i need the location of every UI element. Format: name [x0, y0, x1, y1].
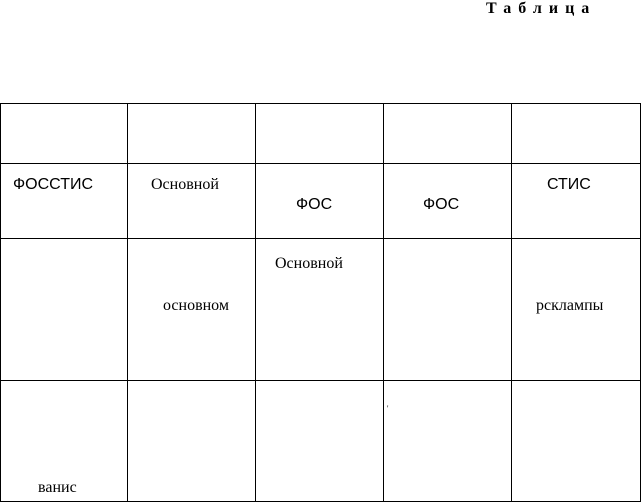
table-row-divider — [0, 238, 641, 239]
table-cell: СТИС — [547, 176, 591, 193]
table-cell: ФОССТИС — [13, 176, 94, 193]
table-row-divider — [0, 380, 641, 381]
table-border-bottom — [0, 501, 641, 502]
table-column-divider — [511, 103, 512, 502]
stray-mark: ' — [387, 404, 389, 413]
table-cell: ФОС — [296, 196, 333, 213]
table-border-left — [0, 103, 1, 502]
table-cell: рсклампы — [536, 297, 604, 314]
table-cell: основном — [163, 297, 229, 314]
table-cell: ФОС — [423, 196, 460, 213]
table-column-divider — [383, 103, 384, 502]
table-cell: ванис — [38, 479, 77, 496]
table-row-divider — [0, 163, 641, 164]
table-border-top — [0, 103, 641, 104]
table-cell: Основной — [151, 176, 219, 193]
table-column-divider — [255, 103, 256, 502]
table-caption: Таблица — [486, 0, 597, 17]
table-cell: Основной — [275, 255, 343, 272]
table-column-divider — [127, 103, 128, 502]
